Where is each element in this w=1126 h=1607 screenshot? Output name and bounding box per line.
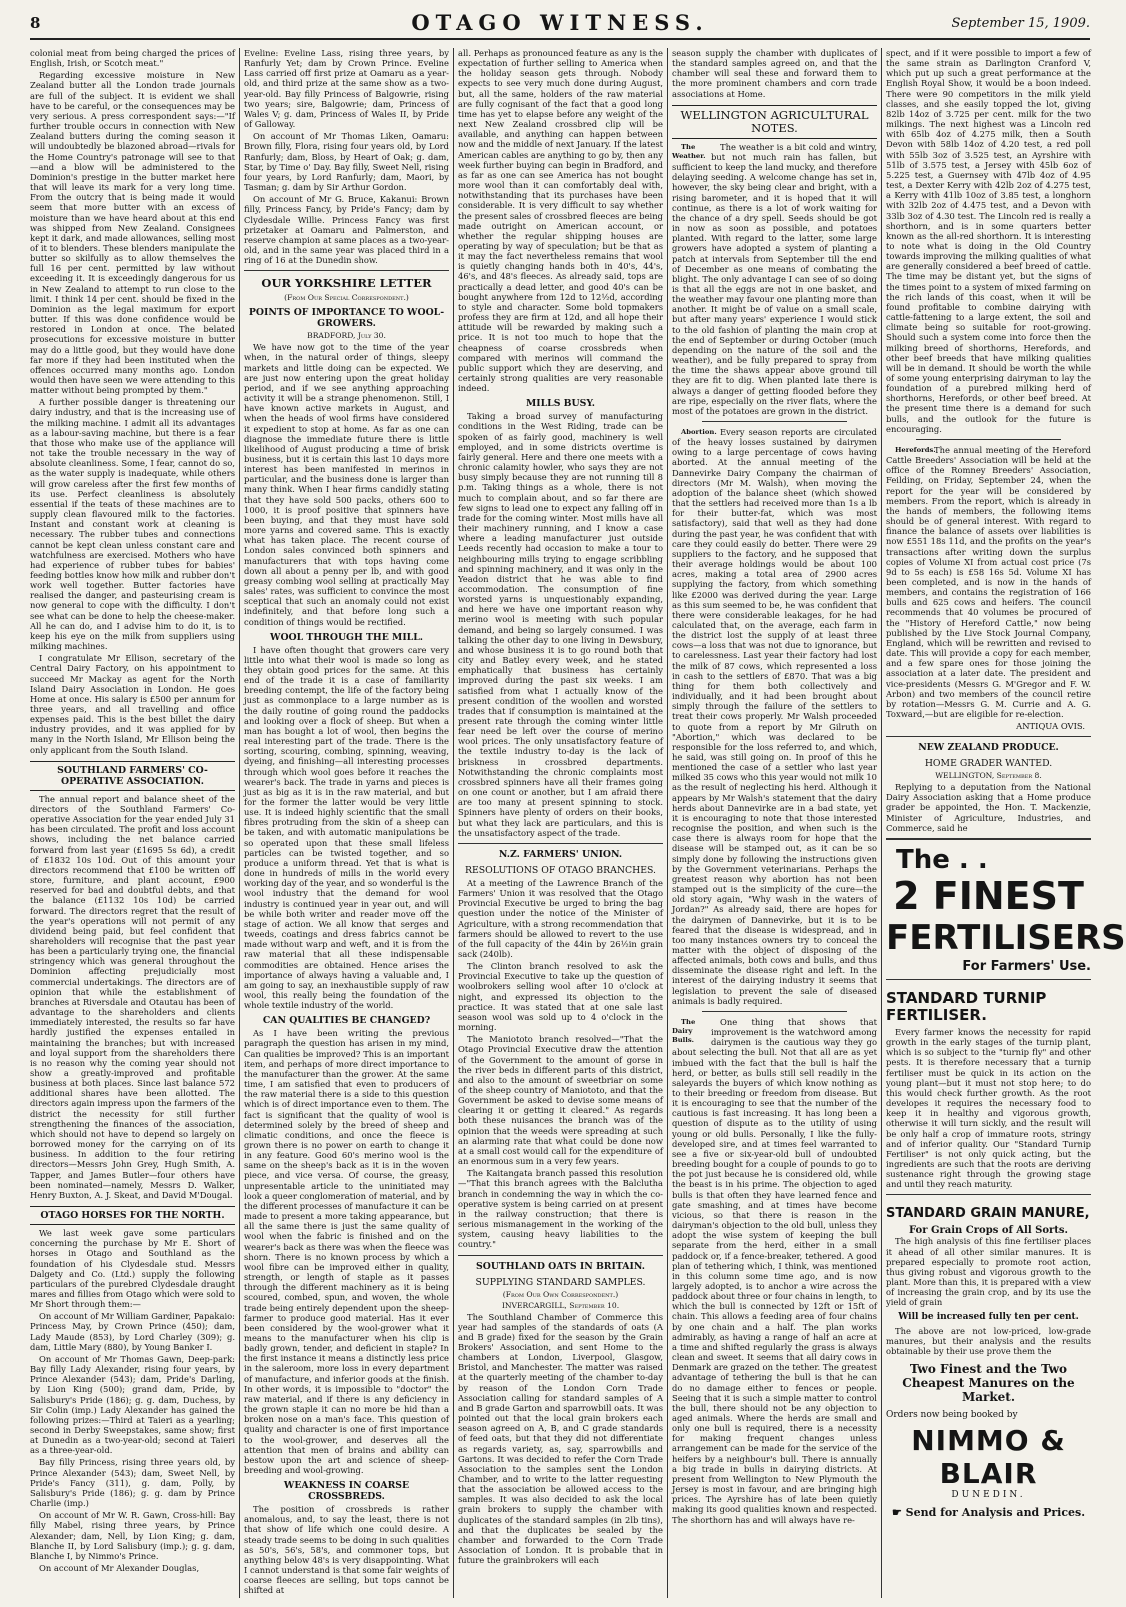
paragraph: A further possible danger is threatening our dairy industry, and that is the increasing use of the milking machine. I admit all its advantages as a labour-saving machine, but there is a fear that those who make use of the appliance will not take the trouble necessary in the way of absolute cleanliness. Some, I fear, cannot do so, as the water supply is inadequate, while others will grow careless after the first few months of its use. Perfect cleanliness is absolutely essential if the teats of these machines are to supply clean flavoured milk to the factories. Instant and constant work at cleaning is necessary. The rubber tubes and connections cannot be kept clean unless constant care and watchfulness are exercised. Mothers who have had experience of rubber tubes for babies' feeding bottles know how milk and rubber don't work well together. Butter factories have realised the danger, and pasteurising cream is now general to cope with the difficulty. I don't see what can be done to help the cheese-maker. All he can do, and I advise him to do it, is to keep his eye on the milk from suppliers using milking machines. — [30, 397, 235, 652]
paragraph: The Maniototo branch resolved—"That the Otago Provincial Executive draw the attention of the Government to the amount of gorse in the river beds in different parts of this district, and also to the amount of sweetbriar on some of the sheep country of Maniototo, and that the Government be asked to devise some means of clearing it or getting it cleared." As regards both these nuisances the branch was of the opinion that the weeds were spreading at such an alarming rate that what could be done now at a small cost would call for the expenditure of an enormous sum in a very few years. — [458, 1034, 663, 1167]
paragraph: Eveline: Eveline Lass, rising three years, by Ranfurly Yet; dam by Crown Prince. Eveline Lass carried off first prize at Oamaru as a year-old, and third prize at the same show as a two-year-old. Bay filly Princess of Balgowrie, rising two years; sire, Balgowrie; dam, Princess of Wales V; g. dam, Princess of Wales II, by Pride of Galloway. — [244, 48, 449, 130]
product-name: FERTILISER. — [886, 1005, 987, 1024]
divider — [244, 270, 449, 271]
paragraph: The annual report and balance sheet of the directors of the Southland Farmers' Co-operative Association for the year ended July 31 has been circulated. The profit and loss account shows, including the net balance carried forward from last year (£1695 5s 6d), a credit of £1832 10s 10d. Out of this amount your directors recommend that £100 be written off store, furniture, and plant account, £900 reserved for bad and doubtful debts, and that the balance (£1132 10s 10d) be carried forward. The directors regret that the result of the year's operations will not permit of any dividend being paid, but feel confident that shareholders will recognise that the past year has been a particularly trying one, the financial stringency which was general throughout the Dominion affecting prejudicially most commercial undertakings. The directors are of opinion that while the establishment of branches at Riversdale and Otautau has been of advantage to the shareholders and clients immediately interested, the results so far have hardly justified the expenses entailed in maintaining the branches; but with increased and loyal support from the shareholders there is no reason why the coming year should not show a greatly-improved and profitable business at both places. Since last balance 572 additional shares have been allotted. The directors again impress upon the farmers of the district the necessity for still further strengthening the finances of the association, which should not have to depend so largely on borrowed money for the carrying on of its business. In addition to the four retiring directors—Messrs John Grey, Hugh Smith, A. Tapper, and James Butler—four others have been nominated—namely, Messrs D. Walker, Henry Buxton, A. J. Skeat, and David M'Dougal. — [30, 793, 235, 1200]
paragraph: colonial meat from being charged the prices of English, Irish, or Scotch meat." — [30, 48, 235, 69]
paragraph: We have now got to the time of the year when, in the natural order of things, sleepy markets and little doing can be expected. We are just now entering upon the great holiday period, and if we see anything approaching activity it will be a strange phenomenon. Still, I have known active markets in August, and when the heads of wool firms have considered it expedient to stop at home. As far as one can diagnose the immediate future there is little likelihood of August producing a time of brisk business, but it is certain this last 10 days more interest has been manifested in merinos in particular, and the business done is larger than many think. When I hear firms candidly stating that they have sold 500 packs, others 600 to 1000, it is proof positive that spinners have been buying, and that they must have sold more yarns and covered same. This is exactly what has taken place. The recent course of London sales convinced both spinners and manufacturers that with tops having come down all about a penny per lb, and with good greasy combing wool selling at practically May sales' rates, was sufficient to convince the most sceptical that such an anomaly could not exist indefinitely, and that before long such a condition of things would be rectified. — [244, 342, 449, 627]
column-2 — [244, 48, 449, 1598]
side-heading: The Dairy Bulls. — [672, 1017, 696, 1044]
paragraph: Taking a broad survey of manufacturing conditions in the West Riding, trade can be spoken of as fairly good, machinery is well employed, and in some districts overtime is fairly general. Here and there one meets with a chronic calamity howler, who says they are not busy simply because they are not running till 8 p.m. Taking things as a whole, there is not much to complain about, and so far there are few signs to lead one to expect any falling off in trade for the coming winter. Most mills have all their machinery running, and I know a case where a leading manufacturer just outside Leeds recently had occasion to make a tour to neighbouring mills trying to engage scribbling and spinning machinery, and it was only in the Yeadon district that he was able to find accommodation. The consumption of fine worsted yarns is unquestionably expanding, and here we have one important reason why merino wool is meeting with such popular demand, and being so largely consumed. I was talking the other day to one living in Dewsbury, and whose business it is to go round both that city and Batley every week, and he stated emphatically that business has certainly improved during the past six weeks. I am satisfied from what I actually know of the present condition of the woollen and worsted trades that if consumption is maintained at the present rate through the coming winter little fear need be left over the course of merino wool prices. The only unsatisfactory feature of the textile industry to-day is the lack of briskness in crossbred departments. Notwithstanding the chronic complaints most crossbred spinners have all their frames going on one count or another, but I am afraid there are too many at present spinning to stock. Spinners have plenty of orders on their books, but what they lack are particulars, and this is the unsatisfactory aspect of the trade. — [458, 411, 663, 838]
article-heading: SOUTHLAND FARMERS' CO-OPERATIVE ASSOCIATION. — [30, 761, 235, 791]
column-5 — [886, 48, 1126, 1598]
divider — [886, 979, 1091, 980]
paragraph: The Southland Chamber of Commerce this year had samples of the standards of oats (A and B grade) fixed for the season by the Grain Brokers' Association, and sent Home to the chambers at London, Liverpool, Glasgow, Bristol, and Manchester. The matter was raised at the quarterly meeting of the chamber to-day by reason of the London Corn Trade Association calling for standard samples of A and B grade Garton and sparrowbill oats. It was pointed out that the local grain brokers each season agreed on A, B, and C grade standards of feed oats, but that they did not differentiate as regards variety, as, say, sparrowbills and Gartons. It was decided to refer the Corn Trade Association to the samples sent the London Chamber, and to write to the latter requesting that the association be allowed access to the samples. It was also decided to ask the local grain brokers to supply the chamber with duplicates of the standard samples (in 2lb tins), and that the duplicates be sealed by the chamber and forwarded to the Corn Trade Association of London. It is probable that in future the grainbrokers will each — [458, 1311, 663, 1566]
dateline: WELLINGTON, September 8. — [935, 771, 1042, 781]
article-subheading: SUPPLYING STANDARD SAMPLES. — [475, 1276, 646, 1288]
divider — [886, 736, 1091, 737]
divider — [886, 838, 1091, 840]
ad-headline: FERTILISERS — [886, 917, 1126, 958]
divider — [886, 1194, 1091, 1195]
column-3 — [458, 48, 663, 1598]
section-heading: MILLS BUSY. — [525, 398, 596, 410]
page-number: 8 — [30, 14, 41, 32]
paragraph-text: The weather is a bit cold and wintry, but not much rain has fallen, but sufficient to keep the land mucky, and therefore delaying seeding. A welcome change has set in, however, the sky being clear and bright, with a rising barometer, and it is hoped that it will continue, as there is a lot of work waiting for the chance of a dry spell. Seeds should be got in now as soon as possible, and potatoes planted. With regard to the latter, some large growers have adopted a system of planting a patch at intervals from September till the end of December as one means of combating the blight. The only advantage I can see of so doing is that all the eggs are not in one basket, and the weather may favour one planting more than another. It might be of value on a small scale, but after many years' experience I would stick to the old fashion of planting the main crop at the end of September or during October (much depending on the nature of the soil and the weather), and be fully prepared to spray from the time the shaws appear above ground till they are fit to dig. When planted late there is always a danger of getting flooded before they are ripe, especially on the river flats, where the most of the potatoes are grown in the district. — [672, 141, 877, 416]
product-name: STANDARD TURNIP — [886, 988, 1047, 1007]
side-heading: Herefords. — [895, 445, 936, 454]
section-heading: WEAKNESS IN COARSE CROSSBREDS. — [283, 1480, 410, 1503]
article-subheading: RESOLUTIONS OF OTAGO BRANCHES. — [465, 864, 656, 876]
newspaper-title: OTAGO WITNESS. — [411, 10, 709, 35]
divider — [458, 1255, 663, 1256]
ad-paragraph: The above are not low-priced, low-grade manures, but their analysis and the results obtainable by their use prove them the — [886, 1325, 1091, 1356]
ad-headline: 2 FINEST — [893, 873, 1084, 918]
paragraph — [672, 427, 877, 1006]
paragraph: On account of Mr William Gardiner, Papakaio: Princess May, by Crown Prince (450); dam, Lady Maude (853), by Lord Charley (309); g. dam, Little Mary (880), by Young Banker I. — [30, 1311, 235, 1352]
paragraph: spect, and if it were possible to import a few of the same strain as Darlington Cranford V, which put up such a great performance at the English Royal Show, it would be a boon indeed. There were 90 competitors in the milk yield classes, and she easily topped the lot, giving 82lb 14oz of 3.725 per cent. milk for the two milkings. The next highest was a Lincoln red with 65lb 4oz of 4.275 milk, then a South Devon with 58lb 14oz of 4.20 test, a red poll with 55lb 3oz of 3.525 test, an Ayrshire with 51lb of 3.575 test, a Jersey with 45lb 6oz of 5.225 test, a Guernsey with 47lb 4oz of 4.95 test, a Dexter Kerry with 42lb 2oz of 4.275 test, a Kerry with 41lb 10oz of 3.85 test, a longhorn with 32lb 2oz of 4.475 test, and a Devon with 33lb 3oz of 4.30 test. The Lincoln red is really a shorthorn, and is in some quarters better known as the all-red shorthorn. It is interesting to note what is doing in the Old Country towards improving the milking qualities of what are generally considered a beef breed of cattle. The time may be distant yet, but the signs of the times point to a system of mixed farming on the rich lands of this coast, when it will be found profitable to combine dairying with cattle-fattening to a large extent, the soil and climate being so suitable for root-growing. Should such a system come into force then the milking breed of shorthorns, Herefords, and other beef breeds that have milking qualities will be in demand. It should be worth the while of some young enterprising dairyman to lay the foundation of a purebred milking herd of shorthorns, Herefords, or other beef breed. At the present time there is a demand for such bulls, and the outlook for the future is encouraging. — [886, 48, 1091, 434]
paragraph-text: One thing that shows that improvement is the watchword among dairymen is the cautious way they go about selecting the bull. Not that all are as yet imbued with the fact that the bull is half the herd, or better, as bulls still sell readily in the saleyards the buyers of which know nothing as to their breeding or freedom from disease. But it is encouraging to see that the number of the cautious is fast increasing. It has long been a question of dispute as to the utility of using young or old bulls. Personally, I like the fully-developed sire, and at times feel warranted to see a five or six-year-old bull of undoubted breeding bought for a couple of pounds to go to the pot just because he is considered old, while the beast is in his prime. The objection to aged bulls is that often they have learned fence and gate smashing, and at times have become vicious, so that there is reason in the dairyman's objection to the old bull, unless they adopt the wise system of keeping the bull separate from the herd, either in a small paddock or, if a fence-breaker, tethered. A good plan of tethering which, I think, was mentioned in this column some time ago, and is now largely adopted, is to anchor a wire across the paddock about three or four chains in length, to which the bull is connected by 12ft or 15ft of chain. This allows a feeding area of four chains by one chain and a half. The plan works admirably, as having a range of half an acre at a time and shifted regularly the grass is always clean and sweet. It seems that all dairy cows in Denmark are grazed on the tether. The greatest advantage of tethering the bull is that he can do no damage either to fences or people. Seeing that it is such a simple matter to control the bull, there should not be any objection to aged animals. Where the herds are small and only one bull is required, there is a necessity for making frequent changes unless arrangement can be made for the service of the heifers by a neighbour's bull. There is annually a big trade in bulls in dairying districts. At present from Wellington to New Plymouth the Jersey is most in favour, and are bringing high prices. The Ayrshire has of late been quietly making its good qualities known and respected. The shorthorn has and will always have re- — [672, 1016, 877, 1525]
paragraph: At a meeting of the Lawrence Branch of the Farmers' Union it was resolved that the Otago Provincial Executive be urged to bring the bag question under the notice of the Minister of Agriculture, with a strong recommendation that farmers should be allowed to revert to the use of the full capacity of the 44in by 26½in grain sack (240lb). — [458, 877, 663, 959]
paragraph: The Clinton branch resolved to ask the Provincial Executive to take up the question of woolbrokers selling wool after 10 o'clock at night, and expressed its objection to the practice. It was stated that at one sale last season wool was sold up to 4 o'clock in the morning. — [458, 961, 663, 1033]
paragraph: season supply the chamber with duplicates of the standard samples agreed on, and that the chamber will seal these and forward them to the more prominent chambers and corn trade associations at Home. — [672, 48, 877, 99]
paragraph: We last week gave some particulars concerning the purchase by Mr E. Short of horses in Otago and Southland as the foundation of his Clydesdale stud. Messrs Dalgety and Co. (Ltd.) supply the following particulars of the purebred Clydesdale draught mares and fillies from Otago which were sold to Mr Short through them:— — [30, 1228, 235, 1310]
divider — [916, 439, 1061, 440]
article-heading: WELLINGTON AGRICULTURAL NOTES. — [672, 105, 877, 139]
column-4 — [672, 48, 877, 1598]
product-heading: STANDARD GRAIN MANURE, — [886, 1206, 1090, 1222]
column-rule — [239, 48, 240, 1598]
pointing-hand-icon: ☛ — [891, 1506, 906, 1519]
dateline: BRADFORD, July 30. — [307, 331, 386, 341]
ad-slogan: Two Finest and the Two Cheapest Manures on the Market. — [902, 1362, 1075, 1404]
paragraph: The position of crossbreds is rather anomalous, and, to say the least, there is not that show of life which one could desire. A steady trade seems to be doing in such qualities as 50's, 56's, 58's, and commoner tops, but anything below 48's is very disappointing. What I cannot understand is that some fair weights of coarse fleeces are selling, but tops cannot be shifted at — [244, 1504, 449, 1596]
call-to-action-text: Send for Analysis and Prices. — [905, 1506, 1086, 1519]
paragraph: I congratulate Mr Ellison, secretary of the Central Dairy Factory, on his appointment to succeed Mr Mackay as agent for the North Island Dairy Association in London. He goes Home at once. His salary is £500 per annum for three years, and all travelling and office expenses paid. This is the best billet the dairy industry provides, and it was applied for by many in the North Island, Mr Ellison being the only applicant from the South Island. — [30, 653, 235, 755]
article-heading: OUR YORKSHIRE LETTER — [261, 276, 432, 291]
product-heading — [886, 990, 1091, 1024]
ad-call-to-action — [886, 1506, 1091, 1519]
column-rule — [667, 48, 668, 1598]
ad-tagline: For Farmers' Use. — [962, 958, 1091, 974]
paragraph — [886, 445, 1091, 719]
signature: ANTIQUA OVIS. — [1016, 721, 1085, 732]
article-subheading: HOME GRADER WANTED. — [924, 758, 1053, 770]
paragraph: On account of Mr Thomas Gawn, Deep-park: Bay filly Lady Alexander, rising four years, by Prince Alexander (543); dam, Pride's Darling, by Lion King (500); grand dam, Pride, by Salisbury's Pride (186); g. g. dam, Duchess, by Sir Colin (imp.) Lady Alexander has gained the following prizes:—Third at Taieri as a yearling; second in Derby Sweepstakes, same show; first at Dunedin as a two-year-old; second at Taieri as a three-year-old. — [30, 1353, 235, 1456]
paragraph-text: The annual meeting of the Hereford Cattle Breeders' Association will be held at the office of the Romney Breeders' Association, Feilding, on Friday, September 24, when the report for the year will be considered by members. From the report, which is already in the hands of members, the following items should be of general interest. With regard to finance the balance of assets over liabilities is now £551 18s 11d, and the profits on the year's transactions after writing down the surplus copies of Volume XI from actual cost price (7s 9d to 5s each) is £58 16s 5d. Volume XI has been completed, and is now in the hands of members, and contains the registration of 166 bulls and 625 cows and heifers. The council recommends that 40 volumes be procured of the "History of Hereford Cattle," now being published by the Live Stock Journal Company, England, which will be rewritten and revised to date. This will provide a copy for each member, and a few spare ones for those joining the association at a later date. The president and vice-presidents (Messrs G. M'Gregor and F. W. Arbon) and two members of the council retire by rotation—Messrs G. M. Currie and A. G. Toxward,—but are eligible for re-election. — [886, 444, 1091, 719]
section-heading: CAN QUALITIES BE CHANGED? — [262, 1015, 431, 1027]
paragraph — [672, 142, 877, 416]
paragraph: all. Perhaps as pronounced feature as any is the expectation of further selling to America when the holiday season gets through. Nobody expects to see very much done during August, but, all the same, holders of the raw material are fully cognisant of the fact that a good long time has yet to elapse before any weight of the next New Zealand crossbred clip will be available, and anything can happen between now and the middle of next January. If the latest American cables are anything to go by, then any week further buying can begin in Bradford, and as far as one can see America has not bought more wool than it can comfortably deal with, notwithstanding that its purchases have been considerable. It is very difficult to say whether the present sales of crossbred fleeces are being made outright on American account, or whether the regular shipping houses are operating by way of speculation; but be that as it may the fact nevertheless remains that wool is quietly changing hands both in 40's, 44's, 46's, and 48's fleeces. As already said, tops are practically a dead letter, and good 40's can be bought anywhere from 12d to 12½d, according to style and character. Some bold topmakers profess they are firm at 12d, and all hope their attitude will be rewarded by making such a price. It is not too much to hope that the cheapness of coarse crossbreds when compared with merinos will command the public support which they are deserving, and certainly strong qualities are very reasonable indeed. — [458, 48, 663, 394]
article-heading: OTAGO HORSES FOR THE NORTH. — [30, 1206, 235, 1225]
paragraph: On account of Mr G. Bruce, Kakanui: Brown filly, Princess Fancy, by Pride's Fancy; dam by Clydesdale Willie. Princess Fancy was first prizetaker at Oamaru and Palmerston, and reserve champion at same places as a two-year-old, and in the same year was placed third in a ring of 16 at the Dunedin show. — [244, 194, 449, 266]
paragraph — [672, 1017, 877, 1525]
column-1 — [30, 48, 235, 1598]
paragraph: On account of Mr Alexander Douglas, — [39, 1563, 200, 1574]
side-heading: Abortion. — [681, 428, 717, 436]
column-rule — [453, 48, 454, 1598]
section-heading: WOOL THROUGH THE MILL. — [270, 631, 423, 643]
byline: (From Our Own Correspondent.) — [502, 1289, 619, 1299]
paragraph: Bay filly Princess, rising three years old, by Prince Alexander (543); dam, Sweet Nell, by Pride's Fancy (311), g. dam, Polly, by Salisbury's Pride (186); g. g. dam by Prince Charlie (imp.) — [30, 1457, 235, 1509]
firm-name-logo: NIMMO & BLAIR — [911, 1424, 1066, 1490]
article-heading: SOUTHLAND OATS IN BRITAIN. — [476, 1260, 645, 1272]
paragraph: I have often thought that growers care very little into what their wool is made so long as they obtain good prices for the same. At this end of the trade it is a case of familiarity breeding contempt, the life of the factory being just as commonplace to a large number as is the daily routine of going round the paddocks and looking over a flock of sheep. But when a man has bought a lot of wool, then begins the real interesting part of the trade. There is the sorting, scouring, combing, spinning, weaving, dyeing, and finishing—all interesting processes through which wool goes before it reaches the wearer's back. The trade in yarns and pieces is just as big as it is in the raw material, and but for the former the latter would be very little use. It is indeed highly scientific that the small fibres protruding from the skin of a sheep can be taken, and with automatic manipulations be so operated upon that these small lifeless particles can be twisted together, and so produce a uniform thread. Yet that is what is done in hundreds of mills in the world every working day of the year, and so wonderful is the wool industry that the demand for wool industry is continued year in year out, and will be while both writer and reader move off the stage of action. We all know that serges and tweeds, coatings and dress fabrics cannot be made without warp and weft, and it is from the raw material that all these indispensable commodities are obtained. Hence arises the importance of always having a valuable and, I am going to say, an inexhaustible supply of raw wool, this really being the foundation of the whole textile industry of the world. — [244, 644, 449, 1011]
divider — [702, 1011, 847, 1012]
issue-date: September 15, 1909. — [951, 16, 1090, 31]
byline: (From Our Special Correspondent.) — [284, 293, 409, 303]
side-heading: The Weather. — [672, 142, 706, 160]
paragraph: Regarding excessive moisture in New Zealand butter all the London trade journals are full of the subject. It is evident we shall have to be careful, or the consequences may be very serious. A press correspondent says:—"If further trouble occurs in connection with New Zealand butters during the coming season it will undoubtedly be blazoned abroad—rivals for the Home Country's patronage will see to that—and a blow will be administered to the Dominion's prestige in the butter market here that will leave its mark for a very long time. From the outcry that is being made it would seem that more butter with an excess of moisture than we have heard about at this end was shipped from New Zealand. Consignees kept it dark, and made allowances, selling most of it to blenders. These blenders manipulate the butter so skilfully as to allow themselves the full 16 per cent. permitted by law without exceeding it. It is exceedingly dangerous for us in New Zealand to attempt to run close to the limit. I think 14 per cent. should be fixed in the Dominion as the legal maximum for export butter. If this was done confidence would be restored in London at once. The belated prosecutions for excessive moisture in butter may do a little good, but they would have done far more if they had been instituted when the offences occurred many months ago. London would then have seen we were attending to this matter without being prompted by them." — [30, 70, 235, 396]
paragraph: On account of Mr W. R. Gawn, Cross-hill: Bay filly Mabel, rising three years, by Prince Alexander; dam, Nell, by Lion King; g. dam, Blanche II, by Lord Salisbury (imp.); g. g. dam, Blanche I, by Nimmo's Prince. — [30, 1510, 235, 1561]
divider — [702, 421, 847, 422]
column-rule — [881, 48, 882, 1598]
ad-paragraph: Every farmer knows the necessity for rapid growth in the early stages of the turnip plant, which is so subject to the "turnip fly" and other pests. It is therefore necessary that a turnip fertiliser must be quick in its action on the young plant—but it must not stop here; to do this would check further growth. As the root developes it requires the necessary food to keep it in healthy and vigorous growth, otherwise it will turn sickly, and the result will be only half a crop of immature roots, stringy and of inferior quality. Our "Standard Turnip Fertiliser" is not only quick acting, but the ingredients are such that the roots are deriving sustenance right through the growing stage and until they reach maturity. — [886, 1026, 1091, 1190]
dateline: INVERCARGILL, September 10. — [501, 1300, 620, 1310]
divider — [458, 843, 663, 844]
article-subheading: POINTS OF IMPORTANCE TO WOOL-GROWERS. — [248, 307, 445, 330]
paragraph: As I have been writing the previous paragraph the question has arisen in my mind, Can qualities be improved? This is an important item, and perhaps of more direct importance to the manufacturer than the grower. At the same time, I am satisfied that even to producers of the raw material there is a side to this question which is of direct importance even to them. The fact is significant that the quality of wool is determined solely by the breed of sheep and climatic conditions, and once the fleece is grown there is no power on earth to change it in any feature. Good 60's merino wool is the same on the sheep's back as it is in the woven piece, and vice versa. Of course, the greasy, unpresentable article to the uninitiated may look a queer conglomeration of material, and by the different processes of manufacture it can be made to present a more taking appearance, but all the same there is just the same quality of wool when the fabric is finished and on the wearer's back as there was when the fleece was shorn. There is no known process by which a wool fibre can be improved either in quality, strength, or length of staple as it passes through the different machinery as it is being scoured, combed, spun, and woven, the whole trade being entirely dependent upon the sheep-farmer to produce good material. Has it ever been considered by the wool-grower what it means to the manufacturer when his clip is badly grown, tender, and deficient in staple? In the first instance it means a distinctly less price in the saleroom, more loss in every department of manufacture, and inferior goods at the finish. In other words, it is impossible to "doctor" the raw material, and if there is any deficiency in the grown staple it can no more be hid than a broken nose on a man's face. This question of quality and character is one of first importance to the wool-grower, and deserves all the attention that men of brains and ability can bestow upon the art and science of sheep-breeding and wool-growing. — [244, 1028, 449, 1475]
ad-claim: Will be increased fully ten per cent. — [898, 1311, 1079, 1322]
masthead — [30, 8, 1090, 40]
paragraph: On account of Mr Thomas Liken, Oamaru: Brown filly, Flora, rising four years old, by Lord Ranfurly; dam, Bloss, by Heart of Oak; g. dam, Star, by Time o' Day. Bay filly, Sweet Nell, rising four years, by Lord Ranfurly; dam, Maori, by Tasman; g. dam by Sir Arthur Gordon. — [244, 131, 449, 193]
product-subheading: For Grain Crops of All Sorts. — [909, 1225, 1068, 1237]
paragraph: The Kaitangata branch passed this resolution—"That this branch agrees with the Balclutha branch in condemning the way in which the co-operative system is being carried on at present in the railway construction; that there is serious mismanagement in the working of the system, causing heavy liabilities to the country." — [458, 1168, 663, 1250]
fertiliser-advertisement — [886, 844, 1126, 1519]
paragraph-text: Every season reports are circulated of the heavy losses sustained by dairymen owing to a large percentage of cows having aborted. At the annual meeting of the Dannevirke Dairy Company the chairman of directors (Mr M. Walsh), when moving the adoption of the balance sheet (which showed that the settlers had received more than 1s a lb for their butter-fat, which was most satisfactory), said that well as they had done during the past year, he was confident that with care they could easily do better. There were 29 suppliers to the factory, and he supposed that their average holdings would be about 100 acres, making a total area of 2900 acres supplying the factory, from which something like £2000 was derived during the year. Large as this sum seemed to be, he was confident that there were considerable leakages, for he had calculated that, on the average, each farm in the district lost the supply of at least three cows—a loss that was not due to ignorance, but to carelessness. Last year their factory had lost the milk of 87 cows, which represented a loss in cash to the settlers of £870. That was a big thing for them both collectively and individually, and it had been brought about simply through the failure of the settlers to treat their cows properly. Mr Walsh proceeded to quote from a report by Mr Gilruth on "Abortion," which was declared to be responsible for the loss referred to, and which, he said, was still going on. In proof of this he mentioned the case of a settler who last year milked 35 cows who this year would not milk 10 as the result of neglecting his herd. Although it appears by Mr Walsh's statement that the dairy herds about Dannevirke are in a bad state, yet it is encouraging to note that those interested recognise the position, and when such is the case there is always room for hope that the disease will be stamped out, as it can be so simply done by following the instructions given by the Government veterinarians. Perhaps the greatest reason why abortion has not been stamped out is the simplicity of the cure—the old story again, "Why wash in the waters of Jordan?" As already said, there are hopes for the dairymen of Dannevirke, but it is to be feared that the disease is widespread, and in too many instances owners try to conceal the matter with the object of disposing of the affected animals, both cows and bulls, and thus disseminate the disease right and left. In the interest of the dairying industry it seems that legislation to prevent the sale of diseased animals is badly required. — [672, 427, 878, 1006]
article-heading: N.Z. FARMERS' UNION. — [498, 848, 623, 860]
ad-paragraph: The high analysis of this fine fertiliser places it ahead of all other similar manures. It is prepared especially to promote root action, thus giving robust and vigorous growth to the plant. More than this, it is prepared with a view of increasing the grain crop, and by its use the yield of grain — [886, 1236, 1091, 1308]
paragraph: Replying to a deputation from the National Dairy Association asking that a Home produce grader be appointed, the Hon. T. Mackenzie, Minister of Agriculture, Industries, and Commerce, said he — [886, 782, 1091, 833]
firm-city: DUNEDIN. — [951, 1490, 1026, 1500]
article-heading: NEW ZEALAND PRODUCE. — [918, 742, 1059, 754]
ad-intro: The . . — [896, 844, 988, 875]
ad-orders: Orders now being booked by — [886, 1410, 1018, 1420]
